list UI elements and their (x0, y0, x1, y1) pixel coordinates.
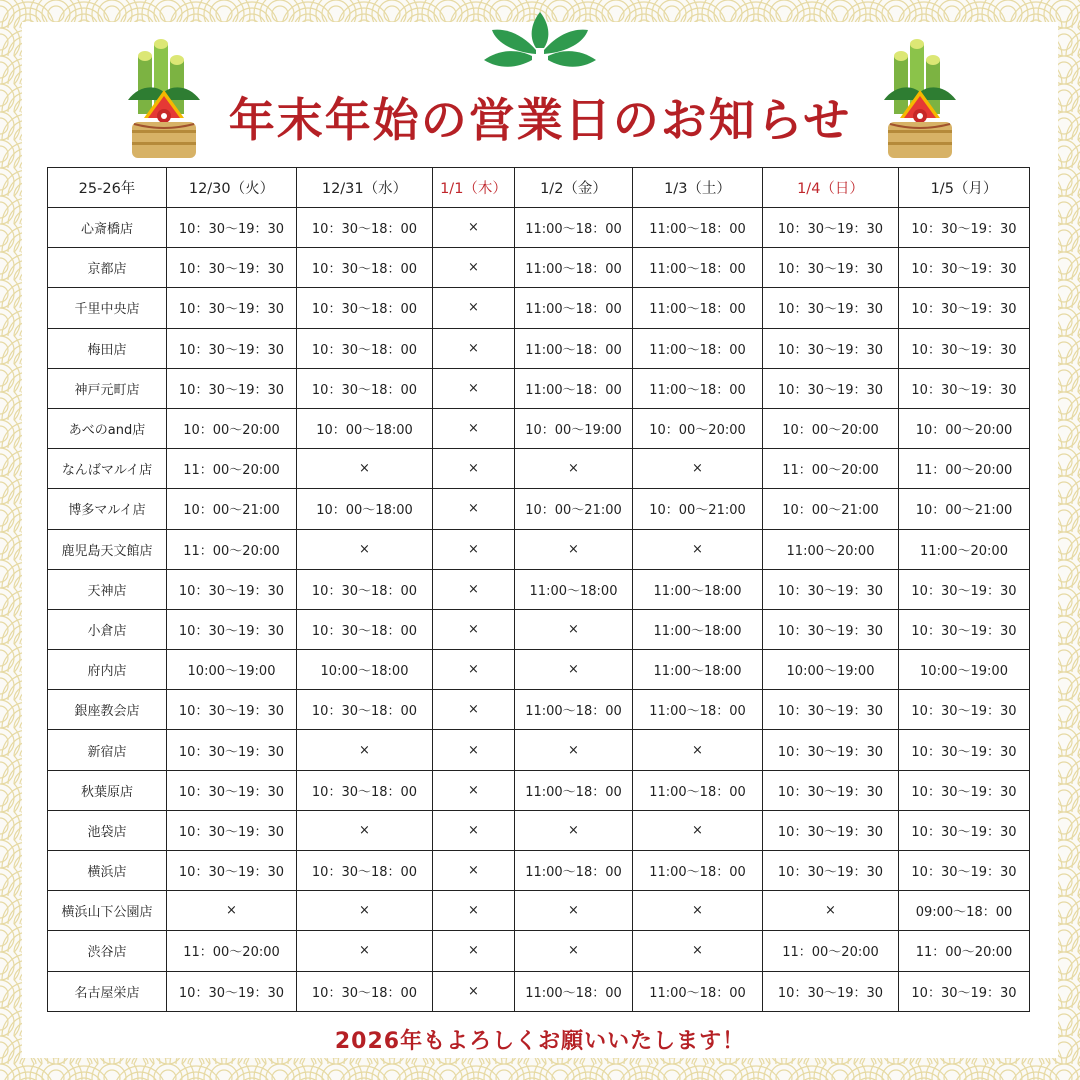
closed-cell: × (167, 891, 297, 931)
table-row (48, 208, 1030, 248)
hours-cell: 11：00〜20:00 (167, 449, 297, 489)
hours-cell: 10：30〜19：30 (899, 609, 1030, 649)
header-date-0: 12/30（火） (167, 168, 297, 208)
pine-icon (482, 8, 598, 72)
hours-cell: 10：00〜20:00 (899, 408, 1030, 448)
store-name: 横浜山下公園店 (48, 891, 167, 931)
store-name: 博多マルイ店 (48, 489, 167, 529)
hours-cell: 10：30〜19：30 (899, 690, 1030, 730)
hours-cell: 10：30〜19：30 (763, 248, 899, 288)
hours-cell: 11:00〜18：00 (515, 248, 633, 288)
table-row (48, 288, 1030, 328)
hours-cell: 10：30〜19：30 (763, 730, 899, 770)
store-name: 渋谷店 (48, 931, 167, 971)
business-hours-table (47, 167, 1030, 1012)
store-name: 鹿児島天文館店 (48, 529, 167, 569)
closed-cell: × (433, 690, 515, 730)
hours-cell: 11:00〜18：00 (515, 851, 633, 891)
hours-cell: 10：30〜18：00 (297, 208, 433, 248)
closed-cell: × (297, 730, 433, 770)
table-row (48, 408, 1030, 448)
closed-cell: × (433, 449, 515, 489)
store-name: 横浜店 (48, 851, 167, 891)
closed-cell: × (433, 851, 515, 891)
table-row (48, 248, 1030, 288)
hours-cell: 10：30〜19：30 (899, 248, 1030, 288)
hours-cell: 10：30〜19：30 (899, 851, 1030, 891)
hours-cell: 10:00〜19:00 (763, 650, 899, 690)
table-row (48, 449, 1030, 489)
hours-cell: 11:00〜18：00 (633, 368, 763, 408)
hours-cell: 10：30〜19：30 (167, 569, 297, 609)
hours-cell: 10：30〜19：30 (763, 851, 899, 891)
hours-cell: 10：30〜18：00 (297, 248, 433, 288)
closed-cell: × (433, 891, 515, 931)
closed-cell: × (515, 650, 633, 690)
closed-cell: × (515, 529, 633, 569)
hours-cell: 10：30〜19：30 (167, 609, 297, 649)
hours-cell: 11:00〜18：00 (633, 971, 763, 1011)
footer-message: 2026年もよろしくお願いいたします！ (334, 1029, 746, 1054)
hours-cell: 11：00〜20:00 (763, 449, 899, 489)
closed-cell: × (433, 810, 515, 850)
hours-cell: 11:00〜18：00 (633, 208, 763, 248)
hours-cell: 11:00〜18:00 (633, 569, 763, 609)
closed-cell: × (515, 609, 633, 649)
hours-cell: 10：30〜18：00 (297, 770, 433, 810)
closed-cell: × (633, 891, 763, 931)
hours-cell: 10：30〜19：30 (899, 810, 1030, 850)
hours-cell: 10：00〜21:00 (167, 489, 297, 529)
hours-cell: 11:00〜18：00 (633, 770, 763, 810)
hours-cell: 10：30〜19：30 (899, 208, 1030, 248)
hours-cell: 10：30〜19：30 (167, 368, 297, 408)
header-date-1: 12/31（水） (297, 168, 433, 208)
hours-cell: 10：30〜19：30 (899, 730, 1030, 770)
hours-cell: 11：00〜20:00 (167, 529, 297, 569)
hours-cell: 10：30〜19：30 (167, 851, 297, 891)
hours-cell: 10：30〜18：00 (297, 609, 433, 649)
hours-cell: 11:00〜18:00 (633, 650, 763, 690)
closed-cell: × (433, 529, 515, 569)
store-name: 天神店 (48, 569, 167, 609)
hours-cell: 10:00〜19:00 (899, 650, 1030, 690)
hours-cell: 10：30〜18：00 (297, 851, 433, 891)
hours-cell: 10：30〜19：30 (763, 569, 899, 609)
table-header-row (48, 168, 1030, 208)
hours-cell: 10：30〜18：00 (297, 690, 433, 730)
hours-cell: 10：00〜21:00 (515, 489, 633, 529)
table-row (48, 690, 1030, 730)
closed-cell: × (297, 449, 433, 489)
hours-cell: 10：30〜19：30 (763, 208, 899, 248)
hours-cell: 10：00〜19:00 (515, 408, 633, 448)
table-row (48, 368, 1030, 408)
hours-cell: 10：30〜18：00 (297, 368, 433, 408)
closed-cell: × (433, 609, 515, 649)
closed-cell: × (515, 931, 633, 971)
hours-cell: 11:00〜18：00 (515, 690, 633, 730)
closed-cell: × (433, 208, 515, 248)
closed-cell: × (515, 730, 633, 770)
hours-cell: 10：30〜19：30 (167, 971, 297, 1011)
table-row (48, 569, 1030, 609)
store-name: 新宿店 (48, 730, 167, 770)
hours-cell: 10：30〜19：30 (167, 288, 297, 328)
store-name: 京都店 (48, 248, 167, 288)
hours-cell: 10：30〜19：30 (167, 770, 297, 810)
closed-cell: × (433, 248, 515, 288)
hours-cell: 10：00〜18:00 (297, 408, 433, 448)
closed-cell: × (433, 489, 515, 529)
hours-cell: 11:00〜18:00 (633, 609, 763, 649)
hours-cell: 10：30〜18：00 (297, 971, 433, 1011)
hours-cell: 10：30〜18：00 (297, 288, 433, 328)
hours-cell: 10：30〜19：30 (763, 770, 899, 810)
hours-cell: 11:00〜18：00 (633, 690, 763, 730)
table-row (48, 529, 1030, 569)
store-name: 池袋店 (48, 810, 167, 850)
store-name: 千里中央店 (48, 288, 167, 328)
store-name: 名古屋栄店 (48, 971, 167, 1011)
hours-cell: 10：00〜21:00 (633, 489, 763, 529)
closed-cell: × (633, 810, 763, 850)
hours-cell: 11：00〜20:00 (763, 931, 899, 971)
hours-cell: 11:00〜20:00 (763, 529, 899, 569)
hours-cell: 11:00〜18：00 (515, 368, 633, 408)
hours-cell: 11:00〜18：00 (515, 208, 633, 248)
hours-cell: 10：00〜21:00 (899, 489, 1030, 529)
closed-cell: × (515, 891, 633, 931)
hours-cell: 10：00〜21:00 (763, 489, 899, 529)
store-name: 府内店 (48, 650, 167, 690)
hours-cell: 10：30〜18：00 (297, 569, 433, 609)
hours-cell: 10：30〜19：30 (763, 288, 899, 328)
header-date-6: 1/5（月） (899, 168, 1030, 208)
hours-cell: 10:00〜19:00 (167, 650, 297, 690)
hours-cell: 10：30〜19：30 (763, 609, 899, 649)
table-row (48, 891, 1030, 931)
closed-cell: × (433, 368, 515, 408)
closed-cell: × (433, 569, 515, 609)
closed-cell: × (433, 770, 515, 810)
closed-cell: × (515, 449, 633, 489)
hours-cell: 10：00〜20:00 (763, 408, 899, 448)
store-name: なんばマルイ店 (48, 449, 167, 489)
closed-cell: × (297, 931, 433, 971)
closed-cell: × (633, 529, 763, 569)
page-title: 年末年始の営業日のお知らせ (228, 93, 852, 147)
hours-cell: 10：30〜19：30 (899, 971, 1030, 1011)
hours-cell: 10：30〜19：30 (899, 368, 1030, 408)
kadomatsu-icon (880, 38, 960, 162)
hours-cell: 11：00〜20:00 (167, 931, 297, 971)
hours-cell: 10：30〜19：30 (763, 690, 899, 730)
hours-cell: 10：30〜19：30 (899, 569, 1030, 609)
closed-cell: × (433, 288, 515, 328)
hours-cell: 10：30〜19：30 (899, 288, 1030, 328)
closed-cell: × (433, 650, 515, 690)
hours-cell: 10：30〜19：30 (763, 971, 899, 1011)
closed-cell: × (633, 931, 763, 971)
table-row (48, 851, 1030, 891)
table-row (48, 489, 1030, 529)
closed-cell: × (433, 328, 515, 368)
hours-cell: 11:00〜18：00 (633, 248, 763, 288)
hours-cell: 10：30〜19：30 (167, 730, 297, 770)
closed-cell: × (297, 810, 433, 850)
table-row (48, 730, 1030, 770)
store-name: 銀座教会店 (48, 690, 167, 730)
closed-cell: × (633, 449, 763, 489)
closed-cell: × (763, 891, 899, 931)
closed-cell: × (433, 931, 515, 971)
hours-cell: 11:00〜18：00 (633, 851, 763, 891)
closed-cell: × (433, 971, 515, 1011)
store-name: 小倉店 (48, 609, 167, 649)
hours-cell: 11:00〜18：00 (515, 288, 633, 328)
hours-cell: 10：30〜19：30 (899, 328, 1030, 368)
header-corner: 25-26年 (48, 168, 167, 208)
table-row (48, 609, 1030, 649)
store-name: 秋葉原店 (48, 770, 167, 810)
hours-cell: 10：00〜20:00 (167, 408, 297, 448)
hours-cell: 11：00〜20:00 (899, 449, 1030, 489)
store-name: あべのand店 (48, 408, 167, 448)
hours-cell: 10：30〜19：30 (763, 810, 899, 850)
hours-cell: 09:00〜18：00 (899, 891, 1030, 931)
store-name: 梅田店 (48, 328, 167, 368)
table-row (48, 328, 1030, 368)
header-date-5: 1/4（日） (763, 168, 899, 208)
table-row (48, 931, 1030, 971)
store-name: 心斎橋店 (48, 208, 167, 248)
hours-cell: 10：30〜19：30 (167, 810, 297, 850)
closed-cell: × (297, 891, 433, 931)
table-row (48, 810, 1030, 850)
hours-cell: 11:00〜18：00 (515, 328, 633, 368)
table-row (48, 770, 1030, 810)
header-date-4: 1/3（土） (633, 168, 763, 208)
hours-cell: 10：00〜20:00 (633, 408, 763, 448)
closed-cell: × (433, 730, 515, 770)
hours-cell: 10：30〜19：30 (167, 690, 297, 730)
closed-cell: × (633, 730, 763, 770)
hours-cell: 11:00〜20:00 (899, 529, 1030, 569)
hours-cell: 10：30〜19：30 (763, 368, 899, 408)
hours-cell: 11：00〜20:00 (899, 931, 1030, 971)
header-date-3: 1/2（金） (515, 168, 633, 208)
hours-cell: 10：30〜19：30 (167, 208, 297, 248)
hours-cell: 11:00〜18：00 (633, 288, 763, 328)
hours-cell: 11:00〜18：00 (515, 971, 633, 1011)
store-name: 神戸元町店 (48, 368, 167, 408)
closed-cell: × (515, 810, 633, 850)
closed-cell: × (433, 408, 515, 448)
hours-cell: 11:00〜18:00 (515, 569, 633, 609)
hours-cell: 10：00〜18:00 (297, 489, 433, 529)
hours-cell: 11:00〜18：00 (515, 770, 633, 810)
hours-cell: 10：30〜19：30 (899, 770, 1030, 810)
hours-cell: 10：30〜19：30 (763, 328, 899, 368)
table-row (48, 971, 1030, 1011)
table-row (48, 650, 1030, 690)
header-date-2: 1/1（木） (433, 168, 515, 208)
closed-cell: × (297, 529, 433, 569)
hours-cell: 10：30〜19：30 (167, 328, 297, 368)
hours-cell: 11:00〜18：00 (633, 328, 763, 368)
hours-cell: 10：30〜18：00 (297, 328, 433, 368)
hours-cell: 10:00〜18:00 (297, 650, 433, 690)
hours-cell: 10：30〜19：30 (167, 248, 297, 288)
